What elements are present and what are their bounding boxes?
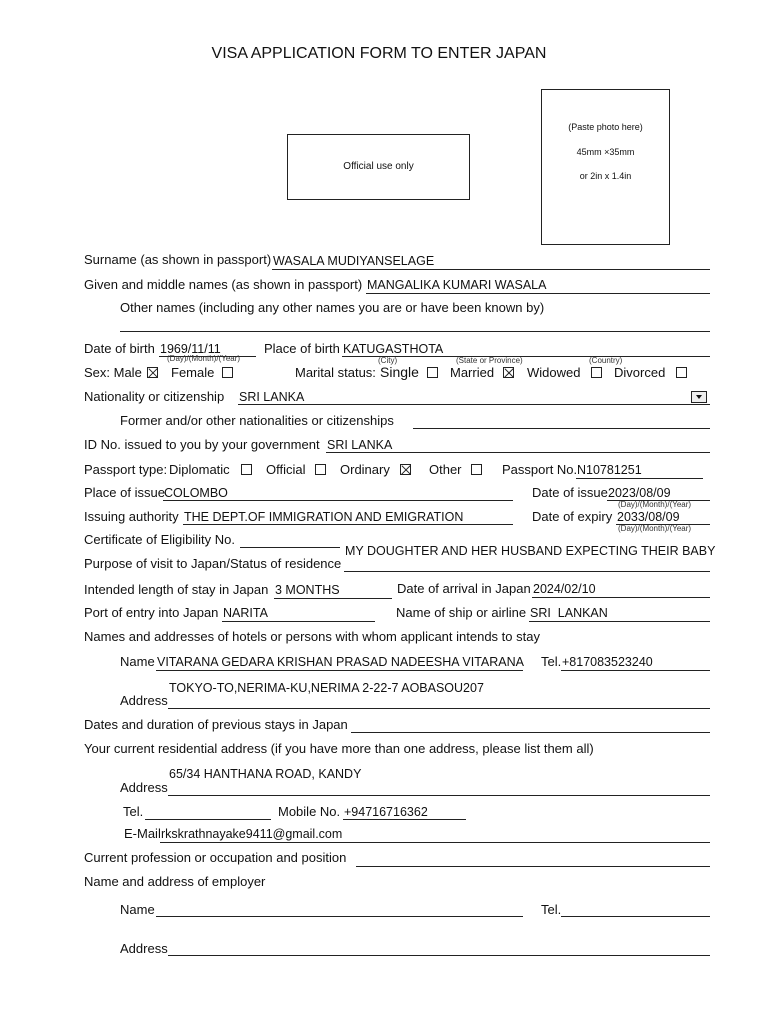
given-names-field[interactable]: MANGALIKA KUMARI WASALA: [367, 278, 547, 292]
employer-name-label: Name: [120, 902, 155, 917]
nationality-underline: [238, 404, 710, 405]
place-of-issue-field[interactable]: COLOMBO: [164, 486, 228, 500]
date-of-expiry-hint: (Day)/(Month)/(Year): [618, 524, 692, 533]
email-field[interactable]: rkskrathnayake9411@gmail.com: [161, 827, 343, 841]
dob-hint: (Day)/(Month)/(Year): [167, 354, 241, 363]
surname-underline: [272, 269, 710, 270]
port-of-entry-underline: [222, 621, 375, 622]
certificate-underline: [240, 547, 340, 548]
other-names-label: Other names (including any other names you are or have been known by): [120, 300, 545, 315]
ship-airline-underline: [529, 621, 710, 622]
profession-underline: [356, 866, 710, 867]
former-nationalities-underline: [413, 428, 710, 429]
official-use-box: [287, 134, 470, 200]
date-of-issue-field[interactable]: 2023/08/09: [608, 486, 671, 500]
mobile-label: Mobile No.: [278, 804, 341, 819]
profession-label: Current profession or occupation and position: [84, 850, 347, 865]
marital-status-label: Marital status:: [295, 365, 376, 380]
marital-divorced-checkbox[interactable]: [676, 367, 687, 378]
marital-widowed-label: Widowed: [527, 365, 581, 380]
date-of-expiry-field[interactable]: 2033/08/09: [617, 510, 680, 524]
pob-hint-country: (Country): [589, 356, 623, 365]
nationality-label: Nationality or citizenship: [84, 389, 225, 404]
passport-ordinary-checkbox[interactable]: [400, 464, 411, 475]
employer-address-underline: [168, 955, 710, 956]
issuing-authority-field[interactable]: THE DEPT.OF IMMIGRATION AND EMIGRATION: [184, 510, 464, 524]
sex-label: Sex: Male: [84, 365, 142, 380]
surname-label: Surname (as shown in passport): [84, 252, 272, 267]
marital-single-label: Single: [380, 364, 419, 380]
marital-married-checkbox[interactable]: [503, 367, 514, 378]
official-use-label: Official use only: [343, 161, 414, 172]
port-of-entry-field[interactable]: NARITA: [223, 606, 268, 620]
passport-diplomatic-label: Diplomatic: [169, 462, 230, 477]
host-name-label: Name: [120, 654, 155, 669]
residential-tel-underline: [145, 819, 271, 820]
passport-diplomatic-checkbox[interactable]: [241, 464, 252, 475]
photo-size-in: or 2in x 1.4in: [579, 171, 632, 181]
mobile-field[interactable]: +94716716362: [344, 805, 428, 819]
date-of-issue-hint: (Day)/(Month)/(Year): [618, 500, 692, 509]
host-name-underline: [156, 670, 523, 671]
host-address-label: Address: [120, 693, 168, 708]
issuing-authority-label: Issuing authority: [84, 509, 179, 524]
length-of-stay-label: Intended length of stay in Japan: [84, 582, 269, 597]
arrival-date-field[interactable]: 2024/02/10: [533, 582, 596, 596]
marital-divorced-label: Divorced: [614, 365, 666, 380]
employer-tel-label: Tel.: [541, 902, 562, 917]
passport-other-checkbox[interactable]: [471, 464, 482, 475]
id-no-underline: [326, 452, 710, 453]
photo-instruction: (Paste photo here): [568, 122, 643, 132]
passport-no-underline: [576, 478, 703, 479]
hotels-heading: Names and addresses of hotels or persons with whom applicant intends to stay: [84, 629, 540, 644]
purpose-field[interactable]: MY DOUGHTER AND HER HUSBAND EXPECTING THEIR BABY: [345, 544, 716, 558]
employer-name-underline: [156, 916, 523, 917]
host-address-underline: [168, 708, 710, 709]
marital-single-checkbox[interactable]: [427, 367, 438, 378]
sex-male-checkbox[interactable]: [147, 367, 158, 378]
passport-official-checkbox[interactable]: [315, 464, 326, 475]
marital-married-label: Married: [450, 365, 495, 380]
email-label: E-Mail: [124, 826, 161, 841]
residential-address-field[interactable]: 65/34 HANTHANA ROAD, KANDY: [169, 767, 362, 781]
pob-hint-state: (State or Province): [456, 356, 523, 365]
sex-female-checkbox[interactable]: [222, 367, 233, 378]
residential-address-label: Address: [120, 780, 168, 795]
employer-heading: Name and address of employer: [84, 874, 266, 889]
length-of-stay-field[interactable]: 3 MONTHS: [275, 583, 340, 597]
arrival-date-label: Date of arrival in Japan: [397, 581, 531, 596]
passport-type-label: Passport type:: [84, 462, 168, 477]
residential-tel-label: Tel.: [123, 804, 144, 819]
place-of-issue-label: Place of issue: [84, 485, 165, 500]
surname-field[interactable]: WASALA MUDIYANSELAGE: [273, 254, 435, 268]
former-nationalities-label: Former and/or other nationalities or citizenships: [120, 413, 394, 428]
host-tel-label: Tel.: [541, 654, 562, 669]
passport-no-field[interactable]: N10781251: [577, 463, 642, 477]
dob-field[interactable]: 1969/11/11: [160, 342, 221, 356]
passport-no-label: Passport No.: [502, 462, 578, 477]
date-of-issue-label: Date of issue: [532, 485, 608, 500]
passport-other-label: Other: [429, 462, 462, 477]
ship-airline-field[interactable]: SRI LANKAN: [530, 606, 608, 620]
host-tel-field[interactable]: +817083523240: [562, 655, 653, 669]
place-of-issue-underline: [163, 500, 513, 501]
other-names-underline: [120, 331, 710, 332]
residential-heading: Your current residential address (if you have more than one address, please list them all): [84, 741, 594, 756]
mobile-underline: [343, 819, 466, 820]
pob-underline: [342, 356, 710, 357]
marital-widowed-checkbox[interactable]: [591, 367, 602, 378]
ship-airline-label: Name of ship or airline: [396, 605, 527, 620]
residential-address-underline: [168, 795, 710, 796]
arrival-date-underline: [532, 597, 710, 598]
given-names-label: Given and middle names (as shown in passport): [84, 277, 363, 292]
certificate-label: Certificate of Eligibility No.: [84, 532, 235, 547]
given-names-underline: [366, 293, 710, 294]
host-address-field[interactable]: TOKYO-TO,NERIMA-KU,NERIMA 2-22-7 AOBASOU207: [169, 681, 484, 695]
port-of-entry-label: Port of entry into Japan: [84, 605, 219, 620]
sex-female-label: Female: [171, 365, 215, 380]
nationality-dropdown-icon[interactable]: [691, 391, 707, 403]
passport-official-label: Official: [266, 462, 306, 477]
date-of-expiry-label: Date of expiry: [532, 509, 613, 524]
employer-tel-underline: [561, 916, 710, 917]
purpose-label: Purpose of visit to Japan/Status of residence: [84, 556, 342, 571]
employer-address-label: Address: [120, 941, 168, 956]
id-no-label: ID No. issued to you by your government: [84, 437, 320, 452]
purpose-underline: [344, 571, 710, 572]
host-name-field[interactable]: VITARANA GEDARA KRISHAN PRASAD NADEESHA VITARANA: [157, 655, 524, 669]
nationality-field[interactable]: SRI LANKA: [239, 390, 305, 404]
pob-label: Place of birth: [264, 341, 340, 356]
previous-stays-label: Dates and duration of previous stays in Japan: [84, 717, 348, 732]
email-underline: [160, 842, 710, 843]
id-no-field[interactable]: SRI LANKA: [327, 438, 393, 452]
issuing-authority-underline: [183, 524, 513, 525]
host-tel-underline: [561, 670, 710, 671]
pob-field[interactable]: KATUGASTHOTA: [343, 342, 444, 356]
previous-stays-underline: [351, 732, 710, 733]
photo-size-mm: 45mm ×35mm: [576, 147, 635, 157]
pob-hint-city: (City): [378, 356, 398, 365]
passport-ordinary-label: Ordinary: [340, 462, 390, 477]
photo-box[interactable]: [541, 89, 670, 245]
dob-label: Date of birth: [84, 341, 155, 356]
page-title: VISA APPLICATION FORM TO ENTER JAPAN: [211, 45, 547, 62]
length-of-stay-underline: [274, 598, 392, 599]
